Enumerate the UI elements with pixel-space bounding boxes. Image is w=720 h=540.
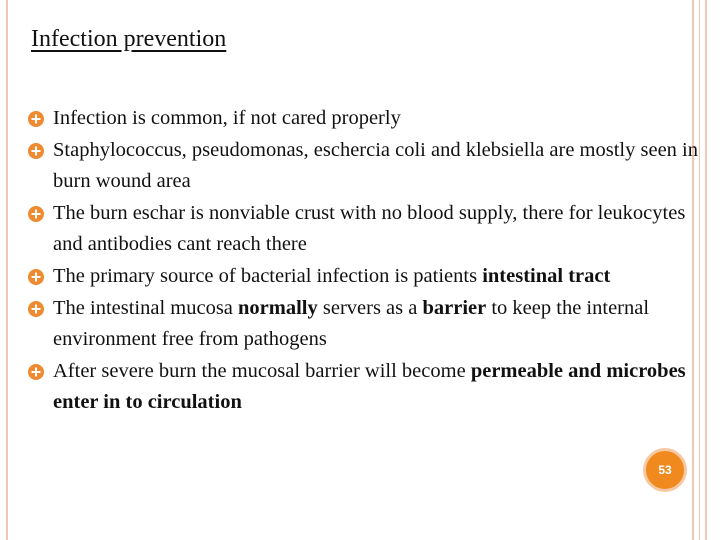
right-decorative-rail-thin bbox=[699, 0, 700, 540]
bullet-text-emphasis: permeable and microbes enter in to circulation bbox=[53, 359, 686, 414]
bullet-item bbox=[28, 135, 698, 198]
bullet-text: The primary source of bacterial infection is patients bbox=[53, 264, 483, 287]
plus-circle-icon bbox=[28, 364, 44, 380]
bullet-text-emphasis: barrier bbox=[422, 296, 487, 319]
bullet-text-emphasis: intestinal tract bbox=[482, 264, 611, 287]
left-decorative-rail bbox=[6, 0, 8, 540]
bullet-text: Infection is common, if not cared properly bbox=[53, 107, 401, 129]
bullet-list bbox=[28, 103, 698, 419]
bullet-text-emphasis: normally bbox=[238, 296, 318, 319]
bullet-text: to keep the internal environment free from pathogens bbox=[53, 296, 650, 351]
bullet-item bbox=[28, 293, 698, 356]
plus-circle-icon bbox=[28, 143, 44, 159]
plus-circle-icon bbox=[28, 269, 44, 285]
plus-circle-icon bbox=[28, 206, 44, 222]
plus-circle-icon bbox=[28, 301, 44, 317]
bullet-text: The intestinal mucosa bbox=[53, 296, 239, 319]
bullet-text: The burn eschar is nonviable crust with no blood supply, there for leukocytes and antibodies cant reach there bbox=[53, 201, 686, 256]
page-number-badge: 53 bbox=[643, 448, 687, 492]
bullet-text: servers as a bbox=[317, 296, 423, 319]
bullet-item bbox=[28, 261, 698, 293]
bullet-item bbox=[28, 356, 698, 419]
right-decorative-rail-outer bbox=[705, 0, 707, 540]
bullet-item bbox=[28, 103, 698, 135]
bullet-text: After severe burn the mucosal barrier will become bbox=[53, 359, 471, 382]
slide-title: Infection prevention bbox=[31, 26, 227, 52]
bullet-text: Staphylococcus, pseudomonas, eschercia coli and klebsiella are mostly seen in burn wound area bbox=[53, 138, 698, 193]
plus-circle-icon bbox=[28, 111, 44, 127]
bullet-item bbox=[28, 198, 698, 261]
